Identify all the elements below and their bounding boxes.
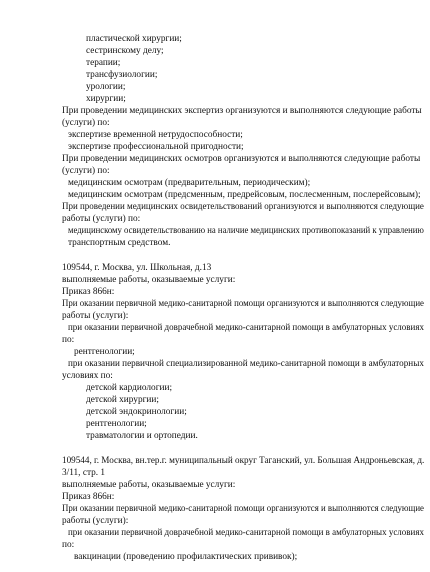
text-line: детской хирургии; (86, 395, 159, 405)
text-line: транспортным средством. (68, 238, 171, 248)
text-line: работы (услуги): (62, 311, 129, 321)
text-line: медицинскому освидетельствованию на наличие медицинских противопоказаний к управлению (68, 226, 424, 236)
text-line: терапии; (86, 58, 121, 68)
text-line: Приказ 866н: (62, 492, 115, 502)
text-line: детской эндокринологии; (86, 407, 187, 417)
address-heading: 109544, г. Москва, вн.тер.г. муниципальный округ Таганский, ул. Большая Андроньевская, д. (62, 456, 425, 466)
text-line: при оказании первичной доврачебной медико-санитарной помощи в амбулаторных условиях (68, 528, 424, 538)
text-line: При оказании первичной медико-санитарной помощи организуются и выполняются следующие (62, 504, 424, 514)
text-line: вакцинации (проведению профилактических прививок); (74, 552, 298, 562)
text-line: урологии; (86, 82, 126, 92)
text-line: хирургии; (86, 94, 126, 104)
text-line: по: (62, 335, 75, 345)
text-line: экспертизе временной нетрудоспособности; (68, 130, 243, 140)
text-line: при оказании первичной доврачебной медико-санитарной помощи в амбулаторных условиях (68, 323, 424, 333)
text-line: пластической хирургии; (86, 34, 182, 44)
text-line: экспертизе профессиональной пригодности; (68, 142, 244, 152)
text-line: сестринскому делу; (86, 46, 164, 56)
text-line: При проведении медицинских осмотров организуются и выполняются следующие работы (62, 154, 421, 164)
text-line: При оказании первичной медико-санитарной помощи организуются и выполняются следующие (62, 299, 424, 309)
text-line: медицинским осмотрам (предварительным, периодическим); (68, 178, 311, 188)
text-line: работы (услуги) по: (62, 214, 141, 224)
text-line: 3/11, стр. 1 (62, 468, 106, 478)
text-line: (услуги) по: (62, 118, 110, 128)
text-line: трансфузиологии; (86, 70, 158, 80)
text-line: рентгенологии; (86, 419, 147, 429)
text-line: выполняемые работы, оказываемые услуги: (62, 480, 236, 490)
text-line: при оказании первичной специализированной медико-санитарной помощи в амбулаторных (68, 359, 424, 369)
text-line: травматологии и ортопедии. (86, 431, 198, 441)
text-line: При проведении медицинских экспертиз организуются и выполняются следующие работы (62, 106, 422, 116)
address-heading: 109544, г. Москва, ул. Школьная, д.13 (62, 263, 212, 273)
text-line: выполняемые работы, оказываемые услуги: (62, 275, 236, 285)
text-line: рентгенологии; (74, 347, 135, 357)
text-line: медицинским осмотрам (предсменным, предрейсовым, послесменным, послерейсовым); (68, 190, 421, 200)
text-line: детской кардиологии; (86, 383, 173, 393)
text-line: При проведении медицинских освидетельствований организуются и выполняются следующие (62, 202, 424, 212)
text-line: по: (62, 540, 75, 550)
text-line: условиях по: (62, 371, 113, 381)
text-line: Приказ 866н: (62, 287, 115, 297)
text-line: работы (услуги): (62, 516, 129, 526)
text-line: (услуги) по: (62, 166, 110, 176)
